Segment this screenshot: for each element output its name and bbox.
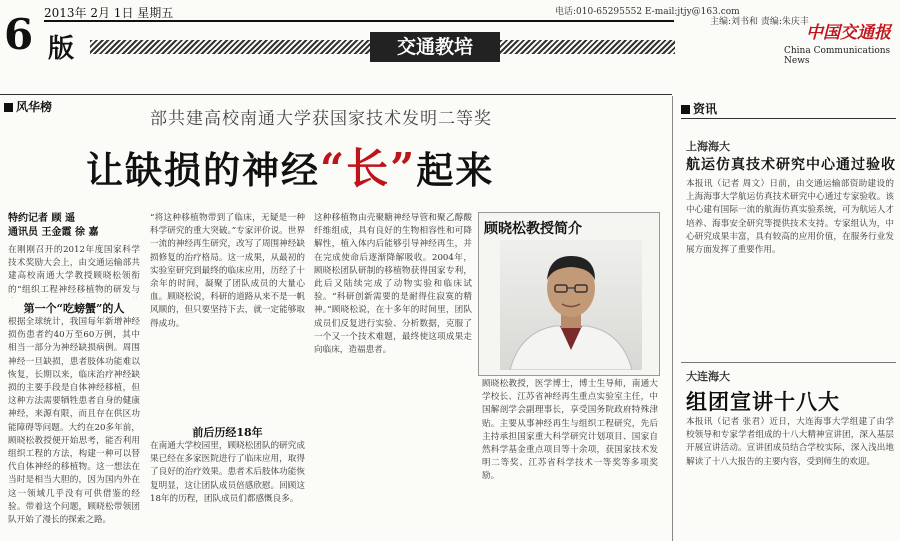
profile-title: 顾晓松教授简介 bbox=[484, 221, 582, 237]
section-title: 交通教培 bbox=[370, 32, 500, 62]
news-tag-rule bbox=[681, 118, 896, 119]
article-intro: 在刚刚召开的2012年度国家科学技术奖励大会上，由交通运输部共建高校南通大学教授顾晓松领衔的“组织工程神经移植物的研发与 bbox=[8, 245, 140, 295]
article-column-2: “将这种移植物带到了临床，无疑是一种科学研究的重大突破。”专家评价说。世界一流的神经再生研究，改写了周围神经缺损修复的治疗格局。这一成果，从最初的实验室研究到最终的临床应用，历经了十余年的时间，凝聚了团队成员的大量心血。顾晓松说，科研的道路从来不是一帆风顺的，但只要坚持下去，就一定能够取得成功。 bbox=[150, 213, 305, 329]
top-rule bbox=[44, 20, 674, 22]
story-2-kicker: 大连海大 bbox=[686, 370, 730, 383]
decorative-stripe-right bbox=[500, 40, 675, 54]
story-2-body: 本报讯（记者 张君）近日，大连海事大学组建了由学校领导和专家学者组成的十八大精神宣讲团，深入基层开展宣讲活动。宣讲团成员结合学校实际，深入浅出地解读了十八大报告的主要内容，受到师生的欢迎。 bbox=[686, 417, 894, 467]
section-heading-2: 前后历经18年 bbox=[192, 426, 263, 439]
date-line: 2013年 2月 1日 星期五 bbox=[44, 6, 174, 20]
professor-portrait bbox=[500, 240, 642, 370]
story-1-headline: 航运仿真技术研究中心通过验收 bbox=[686, 157, 896, 173]
masthead-english: China Communications News bbox=[784, 46, 891, 66]
editor-credits: 主编:刘书和 责编:朱庆丰 bbox=[710, 17, 809, 27]
column-divider bbox=[672, 96, 673, 541]
article-column-3: 这种移植物由壳聚糖神经导管和聚乙醇酸纤维组成，具有良好的生物相容性和可降解性，植入体内后能够引导神经再生，并在完成使命后逐渐降解吸收。2004年，顾晓松团队研制的移植物获得国家专利，此后又陆续完成了动物实验和临床试验。“科研创新需要的是耐得住寂寞的精神。”顾晓松说，在十多年的时间里，团队成员们反复进行实验、分析数据，克服了一个又一个技术难题，最终使这项成果走向临床，造福患者。 bbox=[314, 213, 472, 356]
article-column-2-continued: 在南通大学校园里，顾晓松团队的研究成果已经在多家医院进行了临床应用，取得了良好的治疗效果。患者术后肢体功能恢复明显，这让团队成员倍感欣慰。回顾这18年的历程，团队成员们都感慨良多。 bbox=[150, 441, 305, 504]
article-headline: 让缺损的神经“长”起来 bbox=[86, 144, 495, 193]
masthead-logo: 中国交通报 bbox=[806, 23, 891, 43]
section-heading-1: 第一个“吃螃蟹”的人 bbox=[23, 302, 125, 315]
decorative-stripe-left bbox=[90, 40, 370, 54]
square-bullet-icon bbox=[4, 103, 13, 112]
edition-label: 版 bbox=[48, 34, 75, 64]
header-divider bbox=[0, 94, 672, 95]
story-divider bbox=[681, 362, 896, 363]
column-tag: 风华榜 bbox=[4, 98, 52, 115]
news-tag: 资讯 bbox=[681, 100, 717, 117]
byline: 特约记者 顾 遥 通讯员 王金霞 徐 嘉 bbox=[8, 213, 99, 238]
page-number: 6 bbox=[4, 10, 34, 59]
story-1-kicker: 上海海大 bbox=[686, 140, 730, 153]
article-column-1: 根据全球统计，我国每年新增神经损伤患者约40万至60万例，其中相当一部分为神经缺损病例。周围神经一旦缺损，患者肢体功能难以恢复，长期以来，临床治疗神经缺损的主要手段是自体神经移植，但这种方法需要牺牲患者自身的健康神经，来源有限，而且存在供区功能障碍等问题。大约在20多年前，顾晓松教授便开始思考，能否利用组织工程的方法，构建一种可以替代自体神经的移植物。这一想法在当时是相当大胆的，因为国内外在这一领域几乎没有可供借鉴的经验。带着这个问题，顾晓松带领团队开始了漫长的探索之路。 bbox=[8, 317, 140, 526]
story-2-headline: 组团宣讲十八大 bbox=[686, 389, 840, 414]
article-subtitle: 部共建高校南通大学获国家技术发明二等奖 bbox=[150, 109, 492, 129]
story-1-body: 本报讯（记者 周文）日前，由交通运输部资助建设的上海海事大学航运仿真技术研究中心通过专家验收。该中心建有国际一流的航海仿真实验系统，可为航运人才培养、海事安全研究等提供技术支持。专家组认为，中心研究成果丰富，具有较高的应用价值，在服务行业发展方面发挥了重要作用。 bbox=[686, 179, 894, 256]
profile-text: 顾晓松教授，医学博士，博士生导师，南通大学校长、江苏省神经再生重点实验室主任，中国解剖学会副理事长，享受国务院政府特殊津贴。主要从事神经再生与组织工程研究，先后主持承担国家重大科学研究计划项目、国家自然科学基金重点项目等十余项，获国家技术发明二等奖、江苏省科学技术一等奖等多项奖励。 bbox=[482, 379, 658, 482]
contact-info: 电话:010-65295552 E-mail:jtjy@163.com bbox=[555, 7, 740, 17]
square-bullet-icon bbox=[681, 105, 690, 114]
